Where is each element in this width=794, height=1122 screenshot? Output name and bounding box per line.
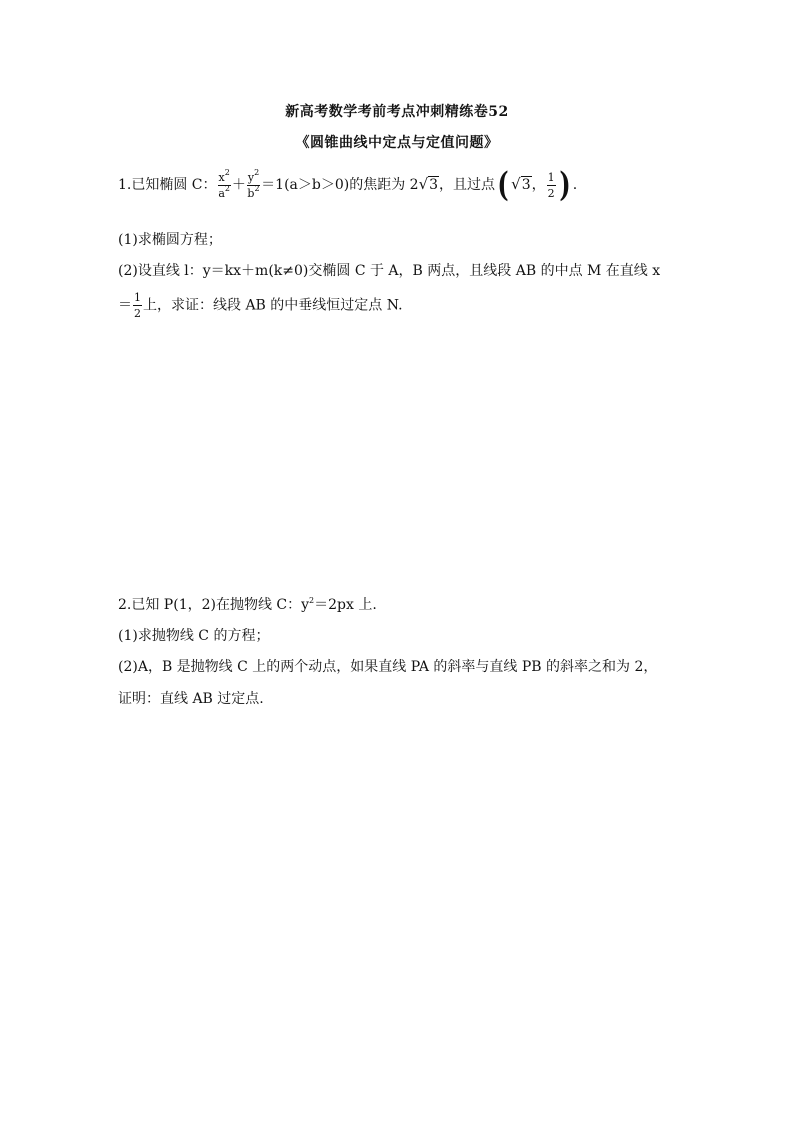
document-title: 新高考数学考前考点冲刺精练卷52 — [285, 104, 509, 120]
fraction-one-half: $\frac{1}{2}$ — [134, 291, 141, 320]
problem1-part2-line2: ＝ $\frac{1}{2}$ 上，求证：线段 AB 的中垂线恒过定点 N. — [118, 291, 403, 320]
problem2-part2-line2: 证明：直线 AB 过定点. — [118, 691, 264, 707]
ellipse-condition-text: ＝1(a＞b＞0)的焦距为 2 — [261, 177, 419, 193]
right-bracket-icon: ) — [559, 165, 571, 205]
point-coordinates: ( √3， $\frac{1}{2}$ ) — [497, 165, 571, 205]
fraction-x2-a2: $\frac{x^2}{a^2}$ — [218, 167, 231, 200]
sqrt-3: √3 — [418, 175, 439, 193]
passes-through-text: ，且过点 — [439, 177, 496, 193]
left-bracket-icon: ( — [497, 165, 509, 205]
problem1-intro: 1.已知椭圆 C： — [118, 177, 217, 193]
document-subtitle: 《圆锥曲线中定点与定值问题》 — [295, 135, 499, 151]
problem2-statement: 2.已知 P(1，2)在抛物线 C：$y^2=2px$ 上. — [118, 596, 377, 613]
plus-sign: ＋ — [231, 177, 246, 193]
problem1-part2-line1: (2)设直线 l：y＝kx＋m(k≠0)交椭圆 C 于 A，B 两点，且线段 AB 的中点 M 在直线 x — [118, 263, 661, 279]
problem2-part1: (1)求抛物线 C 的方程； — [118, 628, 270, 644]
fraction-y2-b2: $\frac{y^2}{b^2}$ — [247, 167, 260, 200]
fraction-one-half: $\frac{1}{2}$ — [547, 170, 555, 200]
problem1-part1: (1)求椭圆方程； — [118, 232, 222, 248]
problem1-statement: 1.已知椭圆 C： $\frac{x^2}{a^2}$ ＋ $\frac{y^2}{b^2}$ ＝1(a＞b＞0)的焦距为 2√3，且过点( √3， $\frac{1}{2}$ ) . — [118, 165, 578, 205]
problem2-part2-line1: (2)A，B 是抛物线 C 上的两个动点，如果直线 PA 的斜率与直线 PB 的斜率之和为 2， — [118, 659, 658, 675]
